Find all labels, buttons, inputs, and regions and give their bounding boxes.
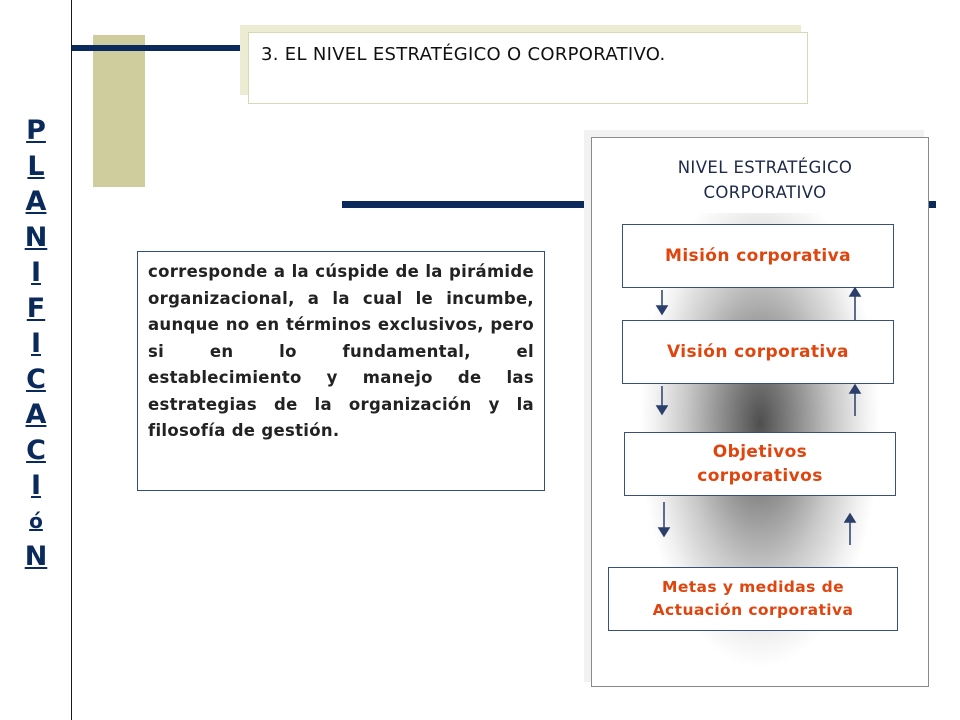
vertical-letter: ó bbox=[29, 508, 43, 533]
vision-label: Visión corporativa bbox=[667, 342, 849, 362]
vertical-letter: C bbox=[26, 363, 46, 395]
panel-header-line: CORPORATIVO bbox=[703, 183, 827, 202]
goals-label-line: Actuación corporativa bbox=[652, 601, 854, 619]
description-box bbox=[137, 251, 545, 491]
goals-box bbox=[608, 567, 898, 631]
vertical-letter: C bbox=[26, 434, 46, 466]
mission-label: Misión corporativa bbox=[665, 246, 851, 266]
description-text: corresponde a la cúspide de la pirámide organizacional, a la cual le incumbe, aunque no en términos exclusivos, pero si en lo fundamental, el establecimiento y manejo de las estrategias de la organización y la filosofía de gestión. bbox=[148, 262, 534, 440]
objectives-label-line: Objetivos bbox=[712, 442, 808, 462]
vertical-letter: I bbox=[30, 470, 42, 501]
decorative-tan-block bbox=[93, 35, 145, 187]
objectives-box bbox=[624, 432, 896, 496]
title-box bbox=[248, 32, 808, 104]
vertical-letter: N bbox=[24, 221, 48, 253]
vertical-letter: I bbox=[30, 257, 42, 288]
decorative-navy-line bbox=[72, 45, 250, 51]
objectives-label-line: corporativos bbox=[697, 466, 823, 486]
panel-header bbox=[610, 147, 920, 213]
vertical-letter: A bbox=[25, 399, 47, 430]
panel-header-line: NIVEL ESTRATÉGICO bbox=[677, 158, 853, 177]
vertical-title bbox=[18, 113, 54, 575]
mission-box bbox=[622, 224, 894, 288]
vision-box bbox=[622, 320, 894, 384]
vertical-letter: N bbox=[24, 541, 48, 572]
vertical-letter: A bbox=[25, 186, 47, 217]
vertical-letter: L bbox=[27, 150, 45, 182]
left-sidebar bbox=[0, 0, 72, 720]
vertical-letter: F bbox=[26, 292, 46, 324]
goals-label-line: Metas y medidas de bbox=[662, 578, 844, 596]
vertical-letter: I bbox=[30, 328, 42, 359]
vertical-letter: P bbox=[26, 115, 46, 146]
page-title: 3. EL NIVEL ESTRATÉGICO O CORPORATIVO. bbox=[261, 44, 666, 65]
